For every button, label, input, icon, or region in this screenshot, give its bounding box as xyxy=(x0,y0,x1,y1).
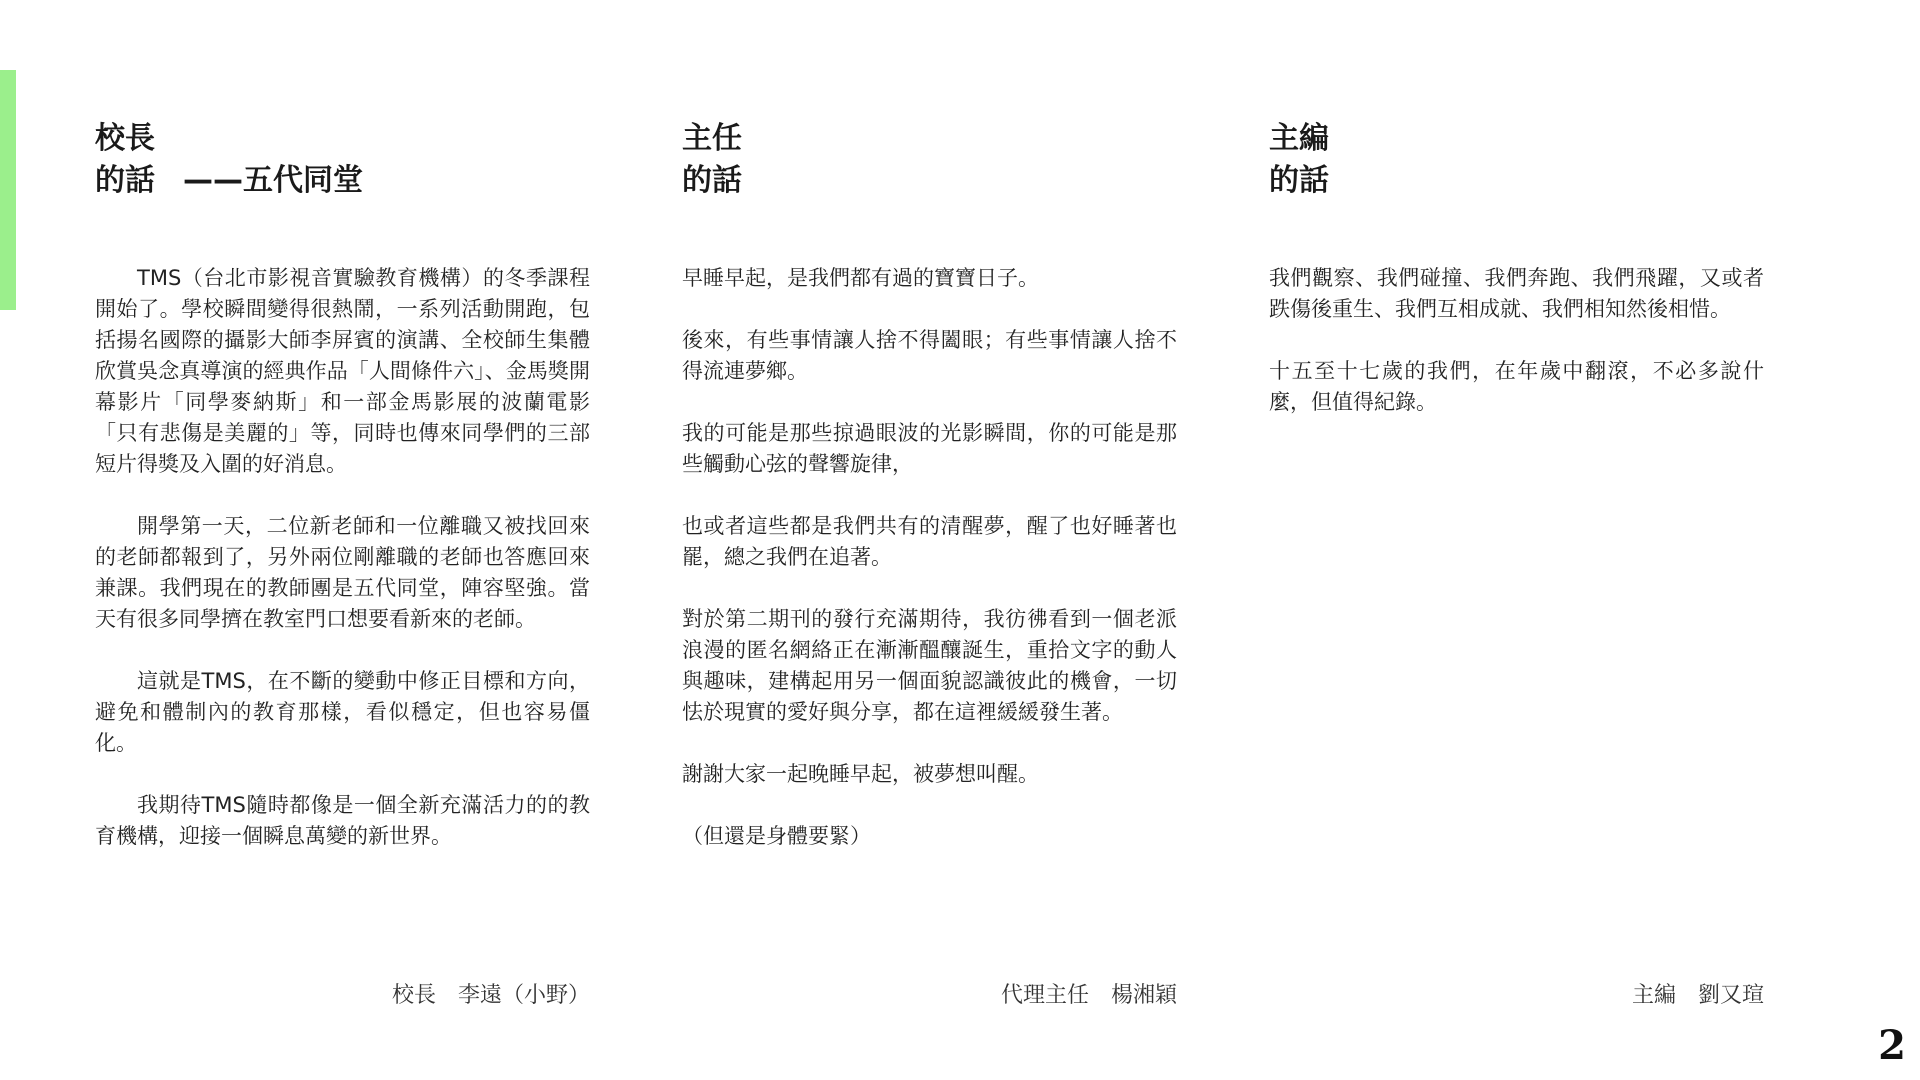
principal-paragraph: 開學第一天，二位新老師和一位離職又被找回來的老師都報到了，另外兩位剛離職的老師也答應回來兼課。我們現在的教師團是五代同堂，陣容堅強。當天有很多同學擠在教室門口想要看新來的老師。 xyxy=(95,514,590,631)
director-paragraph: 後來，有些事情讓人捨不得闔眼；有些事情讓人捨不得流連夢鄉。 xyxy=(682,328,1177,383)
director-heading xyxy=(682,118,1177,202)
editor-heading xyxy=(1269,118,1764,202)
accent-bar xyxy=(0,70,16,310)
principal-column xyxy=(95,118,590,1018)
director-body xyxy=(682,263,1177,883)
director-paragraph: 謝謝大家一起晚睡早起，被夢想叫醒。 xyxy=(682,762,1039,786)
editor-paragraph: 十五至十七歲的我們，在年歲中翻滾，不必多說什麼，但值得紀錄。 xyxy=(1269,359,1764,414)
principal-heading xyxy=(95,118,590,202)
director-heading-line2: 的話 xyxy=(682,163,742,198)
principal-body xyxy=(95,263,590,883)
principal-paragraph: 這就是TMS，在不斷的變動中修正目標和方向，避免和體制內的教育那樣，看似穩定，但也容易僵化。 xyxy=(95,669,590,755)
director-signature: 代理主任 楊湘穎 xyxy=(1000,983,1177,1008)
editor-paragraph: 我們觀察、我們碰撞、我們奔跑、我們飛躍，又或者跌傷後重生、我們互相成就、我們相知然後相惜。 xyxy=(1269,266,1764,321)
director-paragraph: 也或者這些都是我們共有的清醒夢，醒了也好睡著也罷，總之我們在追著。 xyxy=(682,514,1177,569)
director-paragraph: （但還是身體要緊） xyxy=(682,824,871,848)
director-paragraph: 對於第二期刊的發行充滿期待，我彷彿看到一個老派浪漫的匿名網絡正在漸漸醞釀誕生，重拾文字的動人與趣味，建構起用另一個面貌認識彼此的機會，一切怯於現實的愛好與分享，都在這裡緩緩發生著。 xyxy=(682,607,1177,724)
principal-paragraph: 我期待TMS隨時都像是一個全新充滿活力的的教育機構，迎接一個瞬息萬變的新世界。 xyxy=(95,793,590,848)
director-paragraph: 早睡早起，是我們都有過的寶寶日子。 xyxy=(682,266,1039,290)
editor-signature: 主編 劉又瑄 xyxy=(1631,983,1764,1008)
principal-signature: 校長 李遠（小野） xyxy=(391,983,590,1008)
editor-column xyxy=(1269,118,1764,1018)
principal-paragraph: TMS（台北市影視音實驗教育機構）的冬季課程開始了。學校瞬間變得很熱鬧，一系列活動開跑，包括揚名國際的攝影大師李屏賓的演講、全校師生集體欣賞吳念真導演的經典作品「人間條件六」、金馬獎開幕影片「同學麥納斯」和一部金馬影展的波蘭電影「只有悲傷是美麗的」等，同時也傳來同學們的三部短片得獎及入圍的好消息。 xyxy=(95,266,590,476)
director-paragraph: 我的可能是那些掠過眼波的光影瞬間，你的可能是那些觸動心弦的聲響旋律， xyxy=(682,421,1177,476)
editor-heading-line1: 主編 xyxy=(1269,121,1329,156)
principal-heading-line2: 的話 xyxy=(95,163,155,198)
page-number: 2 xyxy=(1878,1022,1906,1069)
editor-body xyxy=(1269,263,1764,449)
editor-heading-line2: 的話 xyxy=(1269,163,1329,198)
principal-heading-subtitle: ——五代同堂 xyxy=(183,163,363,198)
principal-heading-line1: 校長 xyxy=(95,121,155,156)
director-column xyxy=(682,118,1177,1018)
director-heading-line1: 主任 xyxy=(682,121,742,156)
